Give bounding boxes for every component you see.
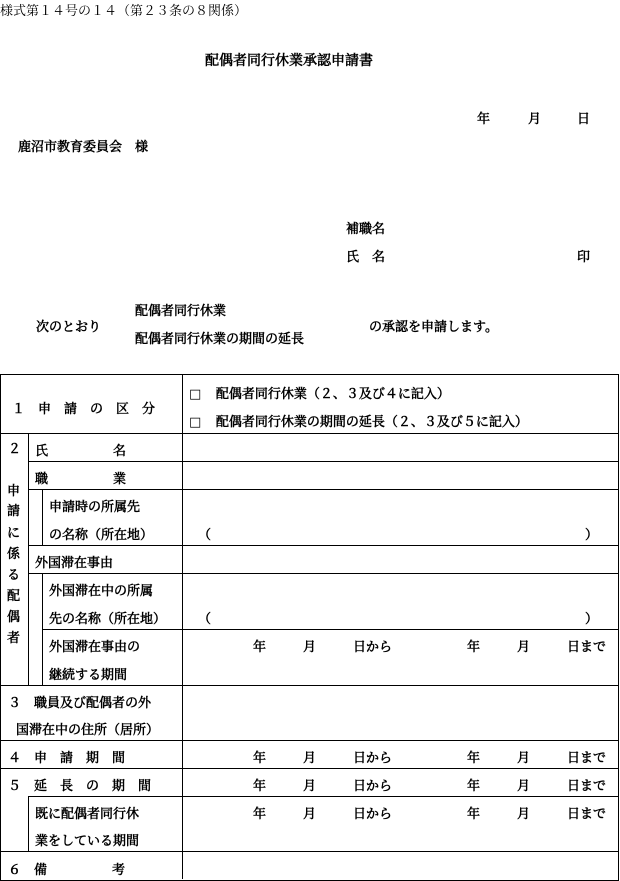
request-option-extension: 配偶者同行休業の期間の延長 — [135, 332, 305, 347]
row-divider — [0, 433, 619, 434]
period-until: 日まで — [567, 751, 607, 766]
period-year: 年 — [253, 779, 267, 794]
applicant-position-label: 補職名 — [346, 222, 386, 237]
period-from: 日から — [353, 807, 393, 822]
form-number: 様式第１４号の１４（第２３条の８関係） — [0, 4, 248, 19]
row-divider — [42, 629, 619, 630]
vertical-char: 係 — [7, 547, 21, 562]
period-month: 月 — [303, 779, 317, 794]
period-year: 年 — [253, 751, 267, 766]
vertical-char: 配 — [7, 589, 21, 604]
reason-period-label-line1: 外国滞在事由の — [49, 640, 141, 655]
request-suffix: の承認を申請します。 — [369, 320, 498, 335]
request-option-leave: 配偶者同行休業 — [135, 304, 227, 319]
vertical-char: 請 — [7, 504, 21, 519]
period-until: 日まで — [567, 807, 607, 822]
column-divider — [42, 489, 43, 545]
checkbox-icon[interactable]: □ — [189, 387, 202, 402]
foreign-affiliation-paren-open: （ — [198, 612, 212, 627]
period-until: 日まで — [567, 779, 607, 794]
choice-leave-label: 配偶者同行休業（２、３及び４に記入） — [215, 387, 450, 402]
row-divider — [28, 461, 619, 462]
applicant-name-label: 氏 名 — [346, 250, 386, 265]
spouse-job-label: 職 業 — [35, 472, 127, 487]
vertical-char: 偶 — [7, 610, 21, 625]
column-divider — [28, 433, 29, 685]
period-year: 年 — [467, 751, 481, 766]
period-from: 日から — [353, 779, 393, 794]
page-title: 配偶者同行休業承認申請書 — [205, 53, 373, 69]
vertical-char: 者 — [7, 631, 21, 646]
reason-period-label-line2: 継続する期間 — [49, 668, 128, 683]
affiliation-label-line2: の名称（所在地） — [49, 528, 154, 543]
request-prefix: 次のとおり — [36, 320, 102, 335]
row-divider — [0, 685, 619, 686]
sec3-label-line1: ３ 職員及び配偶者の外 — [8, 696, 152, 711]
choice-extension-label: 配偶者同行休業の期間の延長（２、３及び５に記入） — [215, 415, 528, 430]
period-month: 月 — [303, 807, 317, 822]
period-year: 年 — [467, 807, 481, 822]
date-day-label: 日 — [577, 112, 591, 127]
row-divider — [28, 573, 619, 574]
sec6-label: ６ 備 考 — [8, 863, 126, 878]
row-divider — [0, 768, 619, 769]
affiliation-paren-open: （ — [198, 528, 212, 543]
period-month: 月 — [517, 807, 531, 822]
period-year: 年 — [253, 640, 267, 655]
sec3-label-line2: 国滞在中の住所（居所） — [16, 723, 160, 738]
foreign-affiliation-paren-close: ） — [585, 612, 599, 627]
period-year: 年 — [467, 640, 481, 655]
choice-extension[interactable] — [189, 411, 528, 430]
period-year: 年 — [467, 779, 481, 794]
column-divider — [182, 374, 183, 879]
application-form-table — [0, 374, 619, 881]
period-month: 月 — [517, 751, 531, 766]
affiliation-label-line1: 申請時の所属先 — [49, 500, 141, 515]
date-month-label: 月 — [528, 112, 542, 127]
period-until: 日まで — [567, 640, 607, 655]
sec5-label: ５ 延 長 の 期 間 — [8, 779, 152, 794]
row-divider — [0, 740, 619, 741]
addressee: 鹿沼市教育委員会 様 — [18, 140, 149, 155]
date-year-label: 年 — [477, 112, 491, 127]
period-from: 日から — [353, 751, 393, 766]
period-month: 月 — [517, 779, 531, 794]
foreign-stay-reason-label: 外国滞在事由 — [35, 556, 114, 571]
row-divider — [28, 545, 619, 546]
vertical-char: 申 — [7, 484, 21, 499]
row1-label: １ 申 請 の 区 分 — [12, 402, 156, 417]
checkbox-icon[interactable]: □ — [189, 415, 202, 430]
column-divider — [28, 796, 29, 851]
row-divider — [0, 851, 619, 852]
vertical-char: る — [7, 568, 21, 583]
row-divider — [28, 796, 619, 797]
current-leave-label-line2: 業をしている期間 — [35, 834, 140, 849]
vertical-char: に — [7, 526, 21, 541]
period-month: 月 — [303, 640, 317, 655]
column-divider — [42, 573, 43, 685]
seal-mark: 印 — [577, 250, 591, 265]
current-leave-label-line1: 既に配偶者同行休 — [35, 807, 140, 822]
period-from: 日から — [353, 640, 393, 655]
sec2-number: ２ — [8, 442, 22, 457]
row-divider — [28, 489, 619, 490]
sec4-label: ４ 申 請 期 間 — [8, 751, 126, 766]
choice-leave[interactable] — [189, 383, 450, 402]
spouse-name-label: 氏 名 — [35, 444, 127, 459]
period-year: 年 — [253, 807, 267, 822]
foreign-affiliation-label-line1: 外国滞在中の所属 — [49, 584, 154, 599]
foreign-affiliation-label-line2: 先の名称（所在地） — [49, 612, 167, 627]
period-month: 月 — [303, 751, 317, 766]
affiliation-paren-close: ） — [585, 528, 599, 543]
period-month: 月 — [517, 640, 531, 655]
